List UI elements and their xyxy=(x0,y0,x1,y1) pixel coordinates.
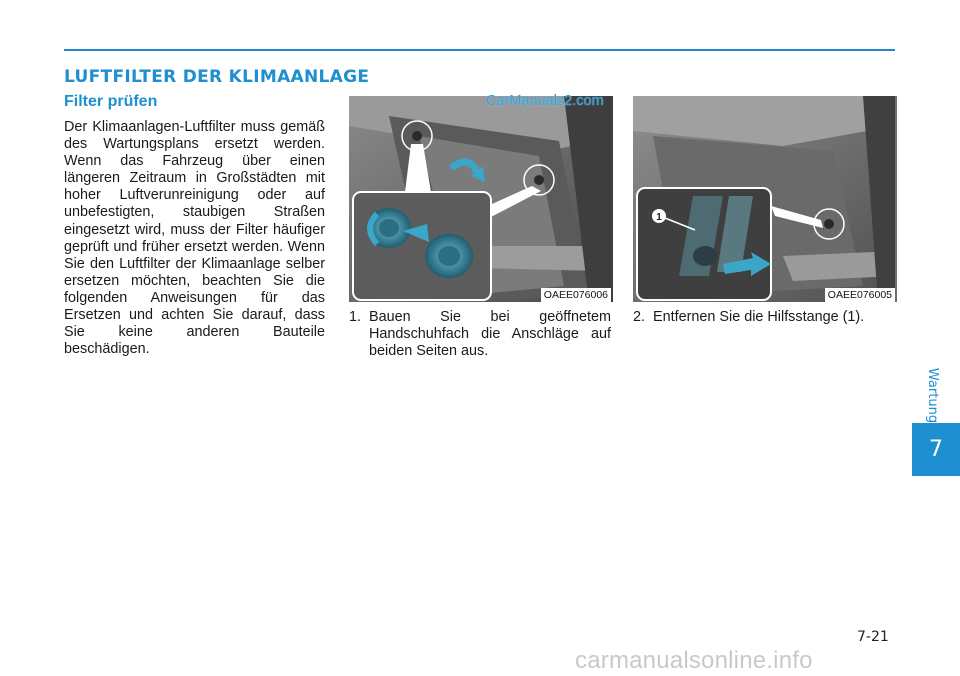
top-rule xyxy=(64,49,895,51)
footer-watermark: carmanualsonline.info xyxy=(575,647,813,674)
step-1 xyxy=(349,309,611,360)
figure-code: OAEE076006 xyxy=(541,288,611,302)
step-1-number: 1. xyxy=(349,309,362,325)
subheading-filter-check: Filter prüfen xyxy=(64,93,158,110)
step-1-text: Bauen Sie bei geöffnetem Handschuhfach die Anschläge auf beiden Seiten aus. xyxy=(369,309,611,360)
helper-rod-illustration xyxy=(633,96,895,302)
side-tab-label-text: Wartung xyxy=(925,367,941,423)
watermark-text: CarManuals2.com xyxy=(486,93,604,109)
section-title: LUFTFILTER DER KLIMAANLAGE xyxy=(64,67,370,87)
figure-code: OAEE076005 xyxy=(825,288,895,302)
chapter-tab[interactable]: 7 xyxy=(912,423,960,476)
step-2-number: 2. xyxy=(633,309,646,325)
step-2 xyxy=(633,309,895,326)
body-paragraph: Der Klimaanlagen-Luftfilter muss gemäß des Wartungsplans ersetzt werden. Wenn das Fahrzeug über einen längeren Zeitraum in Großstädten mit hoher Luftverunreinigung oder auf unbefestigten, staubigen Straßen eingesetzt wird, muss der Filter häufiger geprüft und früher ersetzt werden. Wenn Sie den Luftfilter der Klimaanlage selber ersetzen möchten, beachten Sie die folgenden Anweisungen für das Ersetzen und achten Sie darauf, dass Sie keine anderen Bauteile beschädigen. xyxy=(64,119,325,358)
page-number: 7-21 xyxy=(857,629,889,645)
glovebox-stoppers-illustration xyxy=(349,96,613,302)
figure-glovebox-stoppers xyxy=(349,96,613,302)
step-2-text: Entfernen Sie die Hilfsstange (1). xyxy=(653,309,865,325)
callout-1: 1 xyxy=(656,212,662,223)
figure-helper-rod xyxy=(633,96,897,302)
